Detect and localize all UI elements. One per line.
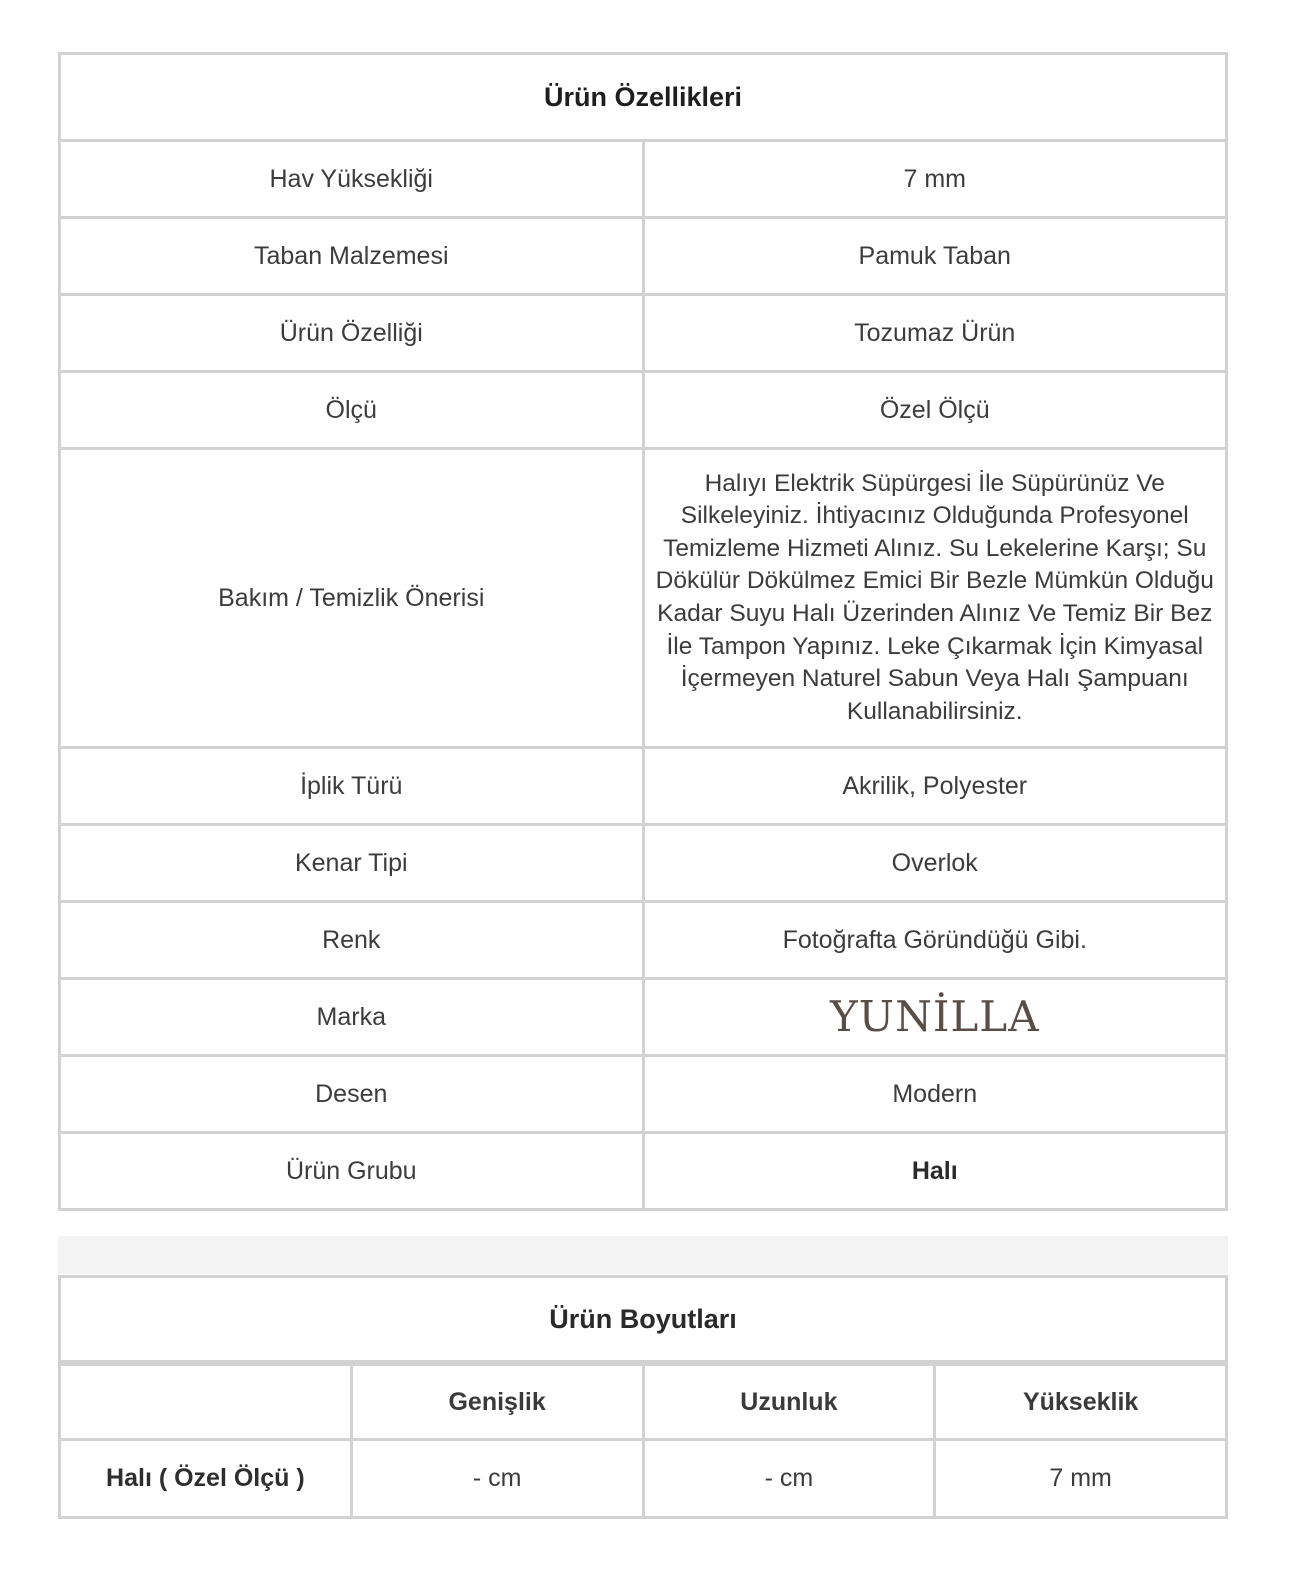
table-row (60, 1133, 1227, 1210)
table-row (60, 141, 1227, 218)
table-row (60, 449, 1227, 748)
feature-value: Halı (643, 1133, 1227, 1210)
height-value: 7 mm (935, 1440, 1227, 1518)
feature-label: İplik Türü (60, 748, 644, 825)
feature-label: Ürün Grubu (60, 1133, 644, 1210)
feature-value: 7 mm (643, 141, 1227, 218)
column-header-height: Yükseklik (935, 1363, 1227, 1440)
feature-label: Marka (60, 979, 644, 1056)
table-row (60, 748, 1227, 825)
feature-value: Özel Ölçü (643, 372, 1227, 449)
feature-label: Kenar Tipi (60, 825, 644, 902)
features-title: Ürün Özellikleri (60, 54, 1227, 141)
brand-logo: YUNİLLA (829, 992, 1040, 1041)
column-header-length: Uzunluk (643, 1363, 935, 1440)
feature-label: Renk (60, 902, 644, 979)
table-row (60, 902, 1227, 979)
feature-value: Pamuk Taban (643, 218, 1227, 295)
feature-label: Taban Malzemesi (60, 218, 644, 295)
table-row (60, 825, 1227, 902)
feature-value: Fotoğrafta Göründüğü Gibi. (643, 902, 1227, 979)
product-dimensions-table (58, 1275, 1228, 1519)
care-instructions-value: Halıyı Elektrik Süpürgesi İle Süpürünüz Ve Silkeleyiniz. İhtiyacınız Olduğunda Profesyonel Temizleme Hizmeti Alınız. Su Lekelerine Karşı; Su Dökülür Dökülmez Emici Bir Bezle Mümkün Olduğu Kadar Suyu Halı Üzerinden Alınız Ve Temiz Bir Bez İle Tampon Yapınız. Leke Çıkarmak İçin Kimyasal İçermeyen Naturel Sabun Veya Halı Şampuanı Kullanabilirsiniz. (643, 449, 1227, 748)
section-divider (58, 1236, 1228, 1274)
table-row (60, 1056, 1227, 1133)
feature-label: Ürün Özelliği (60, 295, 644, 372)
feature-value: Akrilik, Polyester (643, 748, 1227, 825)
width-value: - cm (351, 1440, 643, 1518)
length-value: - cm (643, 1440, 935, 1518)
table-row (60, 218, 1227, 295)
product-features-table (58, 52, 1228, 1211)
feature-label: Hav Yüksekliği (60, 141, 644, 218)
feature-label: Bakım / Temizlik Önerisi (60, 449, 644, 748)
feature-value: Overlok (643, 825, 1227, 902)
column-header-empty (60, 1363, 352, 1440)
table-row (60, 295, 1227, 372)
dimensions-header-row (60, 1363, 1227, 1440)
feature-value: Modern (643, 1056, 1227, 1133)
dimension-row-label: Halı ( Özel Ölçü ) (60, 1440, 352, 1518)
table-row (60, 372, 1227, 449)
table-row (60, 979, 1227, 1056)
dimensions-title: Ürün Boyutları (60, 1277, 1227, 1364)
feature-label: Ölçü (60, 372, 644, 449)
column-header-width: Genişlik (351, 1363, 643, 1440)
brand-logo-cell (643, 979, 1227, 1056)
feature-value: Tozumaz Ürün (643, 295, 1227, 372)
feature-label: Desen (60, 1056, 644, 1133)
table-row (60, 1440, 1227, 1518)
